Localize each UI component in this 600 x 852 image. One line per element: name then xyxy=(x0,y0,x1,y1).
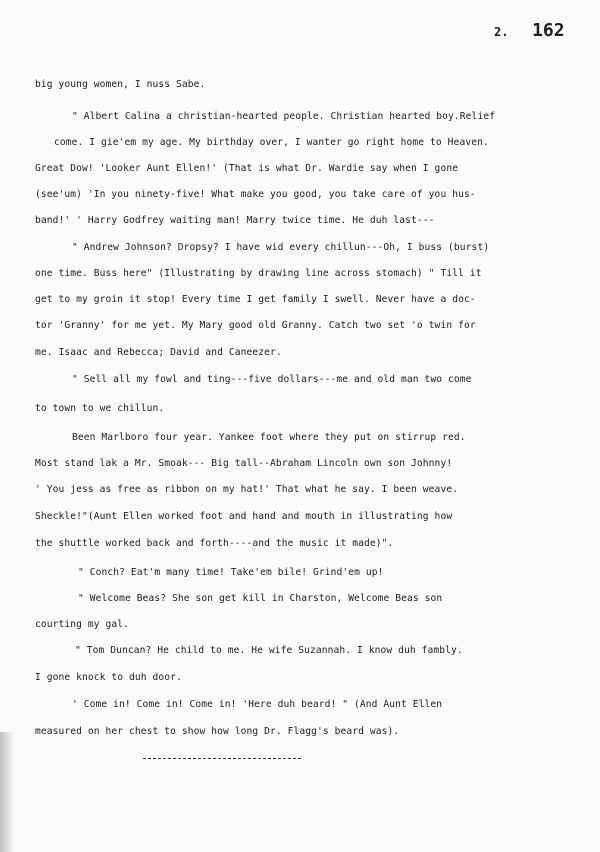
text-line: one time. Buss here" (Illustrating by drawing line across stomach) " Till it xyxy=(35,268,482,279)
text-line: Sheckle!"(Aunt Ellen worked foot and hand and mouth in illustrating how xyxy=(35,511,453,522)
text-line: (see'um) 'In you ninety-five! What make you good, you take care of you hus- xyxy=(35,189,476,200)
text-line: " Sell all my fowl and ting---five dollars---me and old man two come xyxy=(72,374,472,385)
scan-edge-shadow xyxy=(0,732,14,852)
section-number: 2. xyxy=(494,25,509,39)
text-line: ' Come in! Come in! Come in! 'Here duh beard! " (And Aunt Ellen xyxy=(72,699,443,710)
text-line: Most stand lak a Mr. Smoak--- Big tall--Abraham Lincoln own son Johnny! xyxy=(35,458,453,469)
text-line: " Albert Calina a christian-hearted people. Christian hearted boy.Relief xyxy=(72,111,496,122)
text-line: " Andrew Johnson? Dropsy? I have wid every chillun---Oh, I buss (burst) xyxy=(72,242,490,253)
text-line: big young women, I nuss Sabe. xyxy=(35,79,206,90)
text-line: " Conch? Eat'm many time! Take'em bile! Grind'em up! xyxy=(78,567,384,578)
text-line: measured on her chest to show how long Dr. Flagg's beard was). xyxy=(35,726,400,737)
text-line: Great Dow! 'Looker Aunt Ellen!' (That is what Dr. Wardie say when I gone xyxy=(35,163,459,174)
text-line: the shuttle worked back and forth----and the music it made)". xyxy=(35,538,394,549)
text-line: me. Isaac and Rebecca; David and Caneezer. xyxy=(35,347,282,358)
text-line: " Welcome Beas? She son get kill in Charston, Welcome Beas son xyxy=(78,593,443,604)
text-line: " Tom Duncan? He child to me. He wife Suzannah. I know duh fambly. xyxy=(75,645,463,656)
text-line: Been Marlboro four year. Yankee foot where they put on stirrup red. xyxy=(72,432,466,443)
end-divider xyxy=(143,758,301,759)
text-line: I gone knock to duh door. xyxy=(35,672,182,683)
text-line: courting my gal. xyxy=(35,619,130,630)
text-line: come. I gie'em my age. My birthday over, I wanter go right home to Heaven. xyxy=(54,137,489,148)
text-line: ' You jess as free as ribbon on my hat!' That what he say. I been weave. xyxy=(35,484,459,495)
text-line: band!' ' Harry Godfrey waiting man! Marry twice time. He duh last--- xyxy=(35,215,435,226)
page-number xyxy=(494,20,565,41)
text-line: tor 'Granny' for me yet. My Mary good old Granny. Catch two set 'o twin for xyxy=(35,320,476,331)
page-number-value: 162 xyxy=(532,20,565,41)
text-line: get to my groin it stop! Every time I get family I swell. Never have a doc- xyxy=(35,294,476,305)
text-line: to town to we chillun. xyxy=(35,403,165,414)
